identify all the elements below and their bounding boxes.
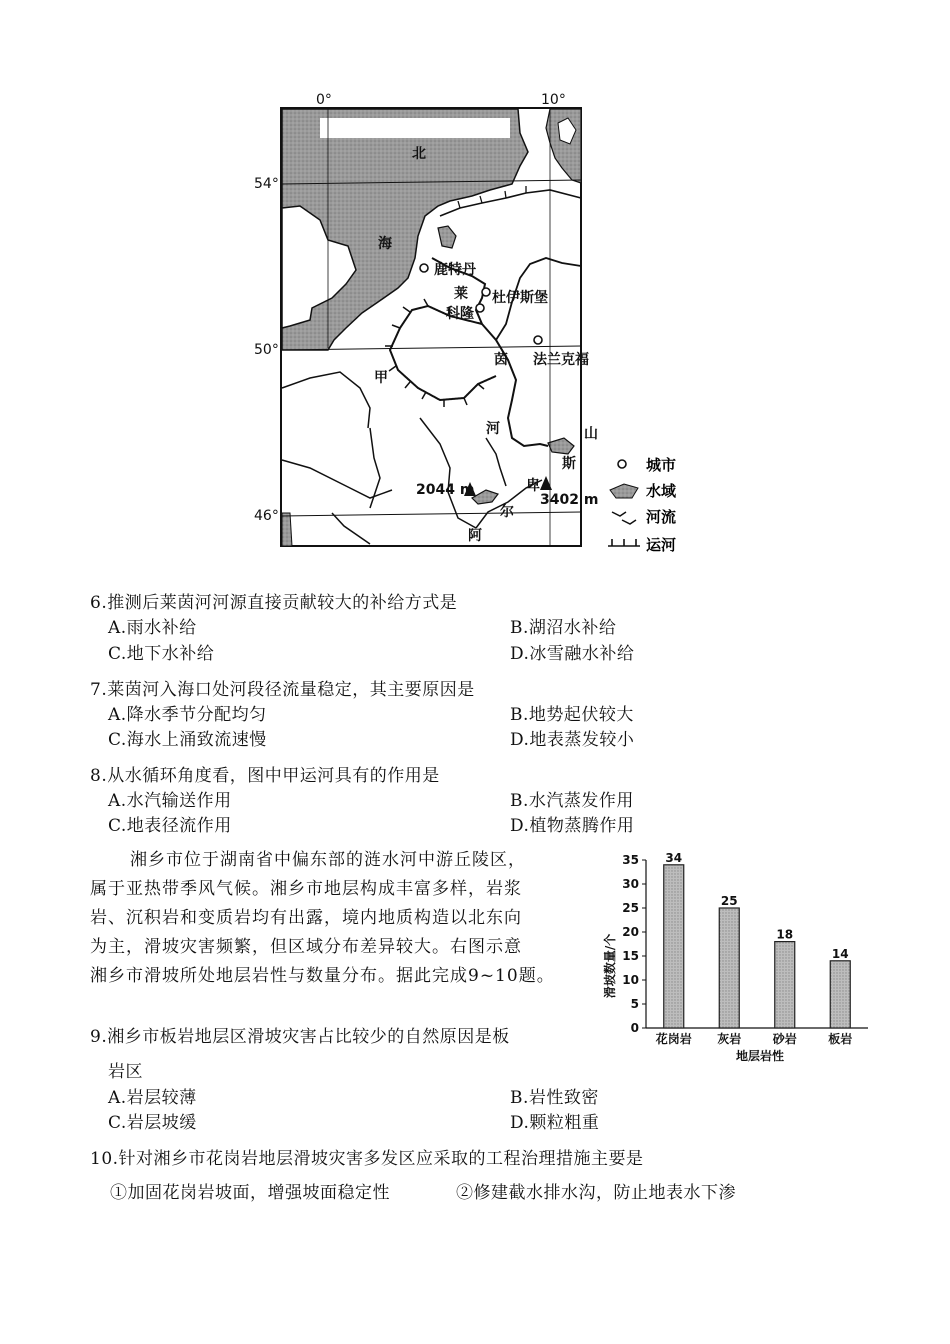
question-8-stem: 8.从水循环角度看，图中甲运河具有的作用是 — [90, 766, 440, 786]
chart-category-label-2: 灰岩 — [717, 1032, 742, 1046]
passage-line-3: 岩、沉积岩和变质岩均有出露，境内地质构造以北东向 — [90, 908, 522, 928]
question-9-option-a[interactable]: A.岩层较薄 — [108, 1088, 197, 1108]
question-6-option-b[interactable]: B.湖沼水补给 — [510, 618, 617, 638]
legend-river-icon — [612, 512, 636, 524]
label-sea-2: 海 — [378, 236, 392, 252]
chart-bars — [655, 851, 853, 1046]
label-rhine-1: 莱 — [454, 286, 468, 302]
question-9-stem-line-1: 9.湘乡市板岩地层区滑坡灾害占比较少的自然原因是板 — [90, 1027, 510, 1047]
chart-data-label-4: 14 — [831, 946, 849, 961]
legend-river-label: 河流 — [646, 508, 677, 526]
label-canal-jia: 甲 — [374, 370, 388, 386]
chart-bar-4 — [830, 961, 850, 1028]
label-alps-4: 尔 — [500, 504, 514, 520]
passage-line-5: 湘乡市滑坡所处地层岩性与数量分布。据此完成9~10题。 — [90, 966, 555, 986]
chart-y-tick-label: 30 — [622, 877, 639, 891]
question-10-stem: 10.针对湘乡市花岗岩地层滑坡灾害多发区应采取的工程治理措施主要是 — [90, 1149, 644, 1169]
legend-city-label: 城市 — [646, 456, 677, 474]
legend-canal-label: 运河 — [646, 536, 677, 554]
label-rhine-3: 河 — [486, 421, 500, 437]
label-cologne: 科隆 — [446, 306, 474, 322]
question-7-option-d[interactable]: D.地表蒸发较小 — [510, 730, 635, 750]
chart-y-tick-label: 35 — [622, 853, 639, 867]
lat-54: 54° — [254, 176, 279, 192]
city-duisburg-dot — [482, 288, 490, 296]
question-6-option-c[interactable]: C.地下水补给 — [108, 644, 215, 664]
rhine-map — [250, 88, 710, 558]
label-alps-5: 阿 — [468, 528, 482, 544]
label-peak-2044: 2044 m — [416, 482, 475, 498]
white-band — [320, 118, 510, 138]
question-8-option-a[interactable]: A.水汽输送作用 — [108, 791, 232, 811]
chart-y-tick-label: 0 — [630, 1021, 639, 1035]
question-7-option-a[interactable]: A.降水季节分配均匀 — [108, 705, 267, 725]
lon-10: 10° — [541, 92, 566, 108]
label-peak-3402: 3402 m — [540, 492, 599, 508]
lat-50: 50° — [254, 342, 279, 358]
city-frankfurt-dot — [534, 336, 542, 344]
chart-category-label-1: 花岗岩 — [655, 1032, 692, 1046]
question-9-stem-line-2: 岩区 — [108, 1062, 143, 1082]
label-alps-2: 斯 — [562, 456, 576, 472]
chart-bar-3 — [775, 942, 795, 1028]
question-8-option-b[interactable]: B.水汽蒸发作用 — [510, 791, 634, 811]
chart-data-label-3: 18 — [776, 927, 794, 942]
passage-line-4: 为主，滑坡灾害频繁，但区域分布差异较大。右图示意 — [90, 937, 522, 957]
question-9-option-c[interactable]: C.岩层坡缓 — [108, 1113, 197, 1133]
biscay-water — [282, 513, 292, 546]
label-alps-3: 卑 — [526, 478, 540, 494]
chart-data-label-2: 25 — [720, 894, 738, 908]
chart-bar-2 — [719, 908, 739, 1028]
label-alps-1: 山 — [584, 426, 598, 442]
passage-line-2: 属于亚热带季风气候。湘乡市地层构成丰富多样，岩浆 — [90, 879, 522, 899]
question-7-option-c[interactable]: C.海水上涌致流速慢 — [108, 730, 267, 750]
chart-y-tick-label: 25 — [622, 901, 639, 915]
label-rhine-2: 茵 — [494, 352, 508, 368]
legend-city-icon — [618, 460, 626, 468]
chart-category-label-4: 板岩 — [828, 1032, 853, 1046]
legend-canal-icon — [608, 539, 640, 546]
lat-46: 46° — [254, 508, 279, 524]
landslide-bar-chart — [602, 846, 872, 1066]
question-9-option-d[interactable]: D.颗粒粗重 — [510, 1113, 600, 1133]
chart-y-tick-label: 15 — [622, 949, 639, 963]
chart-category-label-3: 砂岩 — [772, 1032, 797, 1046]
question-8-option-d[interactable]: D.植物蒸腾作用 — [510, 816, 635, 836]
question-6-option-d[interactable]: D.冰雪融水补给 — [510, 644, 635, 664]
chart-bar-1 — [664, 865, 684, 1028]
label-rotterdam: 鹿特丹 — [434, 262, 476, 278]
chart-y-tick-label: 10 — [622, 973, 639, 987]
label-duisburg: 杜伊斯堡 — [492, 290, 548, 306]
question-7-option-b[interactable]: B.地势起伏较大 — [510, 705, 634, 725]
question-9-option-b[interactable]: B.岩性致密 — [510, 1088, 599, 1108]
chart-y-tick-label: 5 — [630, 997, 639, 1011]
city-rotterdam-dot — [420, 264, 428, 272]
chart-y-axis-label: 滑坡数量/个 — [603, 933, 617, 999]
question-10-item-1[interactable]: ①加固花岗岩坡面，增强坡面稳定性 — [110, 1183, 390, 1203]
question-10-item-2[interactable]: ②修建截水排水沟，防止地表水下渗 — [456, 1183, 736, 1203]
passage-line-1: 湘乡市位于湖南省中偏东部的涟水河中游丘陵区， — [130, 850, 526, 870]
chart-x-axis-label: 地层岩性 — [735, 1049, 785, 1063]
label-sea-1: 北 — [412, 146, 426, 162]
question-8-option-c[interactable]: C.地表径流作用 — [108, 816, 232, 836]
question-6-stem: 6.推测后莱茵河河源直接贡献较大的补给方式是 — [90, 593, 458, 613]
city-cologne-dot — [476, 304, 484, 312]
question-6-option-a[interactable]: A.雨水补给 — [108, 618, 197, 638]
legend-water-label: 水域 — [646, 482, 677, 500]
lon-0: 0° — [316, 92, 332, 108]
map-legend — [608, 456, 677, 554]
chart-data-label-1: 34 — [665, 850, 683, 865]
question-7-stem: 7.莱茵河入海口处河段径流量稳定，其主要原因是 — [90, 680, 475, 700]
chart-y-tick-label: 20 — [622, 925, 639, 939]
passage — [90, 846, 560, 991]
legend-water-icon — [610, 484, 638, 498]
label-frankfurt: 法兰克福 — [533, 352, 589, 368]
